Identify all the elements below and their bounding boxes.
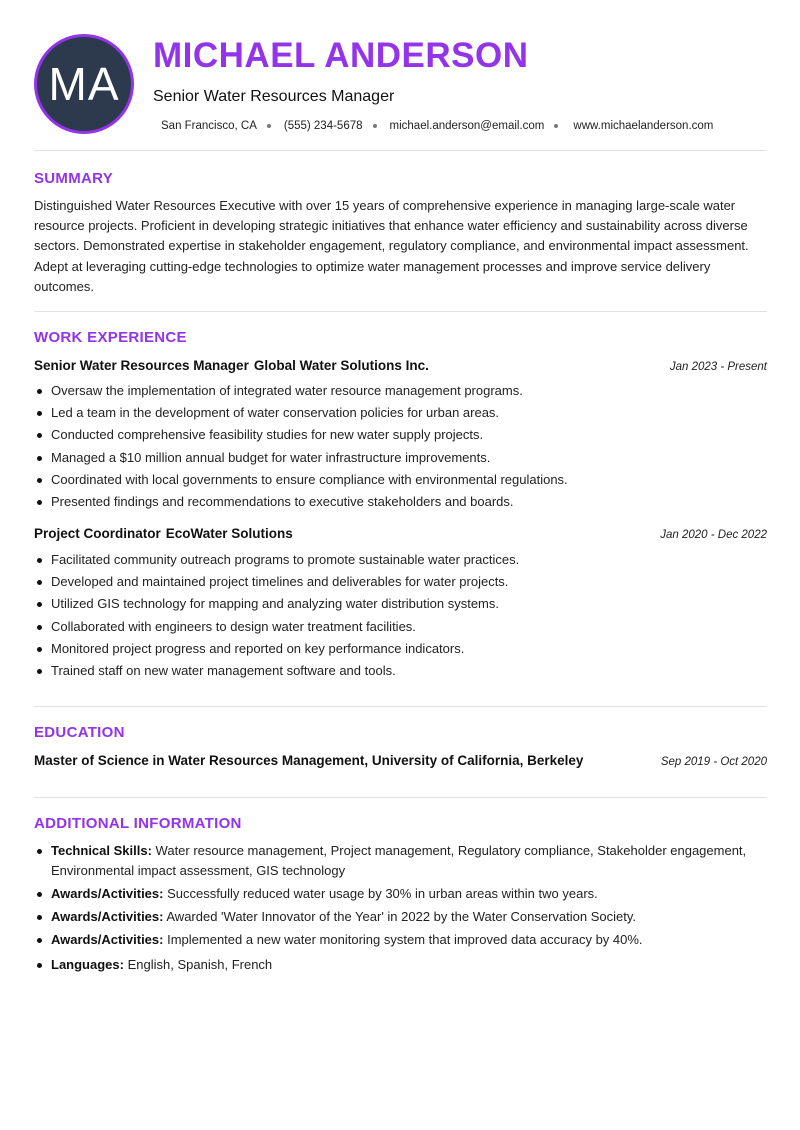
job-bullet-list bbox=[34, 380, 767, 513]
additional-info-list bbox=[34, 841, 767, 978]
job-title: Senior Water Resources Manager bbox=[153, 88, 395, 105]
job-role-line bbox=[34, 358, 429, 373]
list-item: Managed a $10 million annual budget for water infrastructure improvements. bbox=[34, 447, 767, 469]
list-item: Conducted comprehensive feasibility studies for new water supply projects. bbox=[34, 424, 767, 446]
section-divider bbox=[34, 311, 767, 312]
list-item: Presented findings and recommendations to executive stakeholders and boards. bbox=[34, 491, 767, 513]
education-heading: EDUCATION bbox=[34, 724, 125, 741]
languages-label: Languages: bbox=[51, 957, 124, 972]
section-divider bbox=[34, 150, 767, 151]
contact-bar bbox=[161, 120, 713, 132]
job-role-line bbox=[34, 526, 293, 541]
list-item: Developed and maintained project timelines and deliverables for water projects. bbox=[34, 571, 767, 593]
summary-heading: SUMMARY bbox=[34, 170, 114, 187]
list-item: Led a team in the development of water conservation policies for urban areas. bbox=[34, 402, 767, 424]
section-divider bbox=[34, 797, 767, 798]
award-text: Awarded 'Water Innovator of the Year' in 2022 by the Water Conservation Society. bbox=[166, 909, 636, 924]
avatar bbox=[34, 34, 134, 134]
education-entry bbox=[34, 753, 767, 768]
list-item: Coordinated with local governments to ensure compliance with environmental regulations. bbox=[34, 469, 767, 491]
awards-label: Awards/Activities: bbox=[51, 909, 164, 924]
list-item: Collaborated with engineers to design water treatment facilities. bbox=[34, 616, 767, 638]
job-bullet-list bbox=[34, 549, 767, 682]
award-text: Implemented a new water monitoring system that improved data accuracy by 40%. bbox=[167, 932, 643, 947]
candidate-name: MICHAEL ANDERSON bbox=[153, 36, 529, 75]
summary-text: Distinguished Water Resources Executive with over 15 years of comprehensive experience in managing large-scale water resource projects. Proficient in developing strategic initiatives that enhance water efficiency and sustainability across diverse sectors. Demonstrated expertise in stakeholder engagement, regulatory compliance, and environmental impact assessment. Adept at leveraging cutting-edge technologies to optimize water management processes and improve service delivery outcomes. bbox=[34, 198, 749, 294]
contact-location: San Francisco, CA bbox=[161, 120, 257, 132]
additional-heading: ADDITIONAL INFORMATION bbox=[34, 815, 242, 832]
list-item: Oversaw the implementation of integrated water resource management programs. bbox=[34, 380, 767, 402]
separator-dot-icon bbox=[267, 124, 271, 128]
separator-dot-icon bbox=[554, 124, 558, 128]
award-text: Successfully reduced water usage by 30% in urban areas within two years. bbox=[167, 886, 598, 901]
list-item bbox=[34, 930, 767, 950]
list-item: Monitored project progress and reported on key performance indicators. bbox=[34, 638, 767, 660]
job-role: Senior Water Resources Manager bbox=[34, 358, 249, 373]
language-item: , Spanish bbox=[170, 957, 224, 972]
list-item bbox=[34, 841, 767, 881]
list-item bbox=[34, 884, 767, 904]
job-role: Project Coordinator bbox=[34, 526, 161, 541]
technical-skills-text: Water resource management, Project management, Regulatory compliance, Stakeholder engagement, Environmental impact assessment, GIS technology bbox=[51, 843, 747, 878]
job-company: Global Water Solutions Inc. bbox=[253, 358, 429, 373]
job-dates: Jan 2020 - Dec 2022 bbox=[660, 529, 767, 541]
education-degree: Master of Science in Water Resources Management, University of California, Berkeley bbox=[34, 753, 584, 768]
separator-dot-icon bbox=[373, 124, 377, 128]
awards-label: Awards/Activities: bbox=[51, 886, 164, 901]
list-item: Trained staff on new water management software and tools. bbox=[34, 660, 767, 682]
job-header bbox=[34, 526, 767, 541]
job-dates: Jan 2023 - Present bbox=[669, 361, 767, 373]
list-item bbox=[34, 955, 767, 975]
job-header bbox=[34, 358, 767, 373]
experience-heading: WORK EXPERIENCE bbox=[34, 329, 187, 346]
avatar-initials: MA bbox=[48, 58, 120, 110]
language-item: , French bbox=[224, 957, 272, 972]
list-item bbox=[34, 907, 767, 927]
section-divider bbox=[34, 706, 767, 707]
contact-email[interactable]: michael.anderson@email.com bbox=[389, 120, 545, 132]
list-item: Facilitated community outreach programs to promote sustainable water practices. bbox=[34, 549, 767, 571]
education-dates: Sep 2019 - Oct 2020 bbox=[660, 756, 767, 768]
technical-skills-label: Technical Skills: bbox=[51, 843, 152, 858]
list-item: Utilized GIS technology for mapping and analyzing water distribution systems. bbox=[34, 593, 767, 615]
contact-website[interactable]: www.michaelanderson.com bbox=[573, 120, 714, 132]
contact-phone: (555) 234-5678 bbox=[283, 120, 363, 132]
language-item: English bbox=[127, 957, 171, 972]
awards-label: Awards/Activities: bbox=[51, 932, 164, 947]
job-company: EcoWater Solutions bbox=[165, 526, 293, 541]
